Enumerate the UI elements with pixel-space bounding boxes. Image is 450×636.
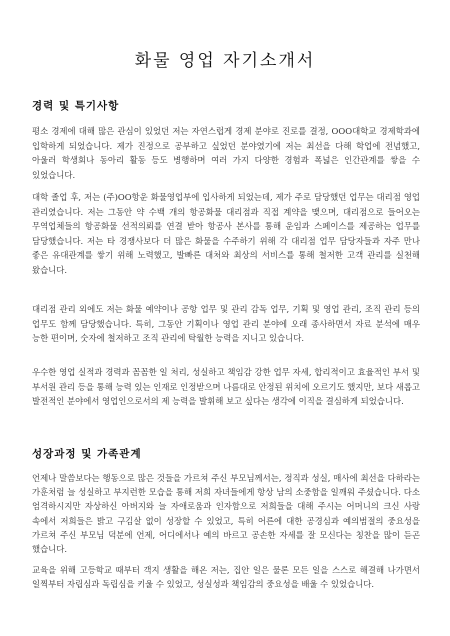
paragraph: 대학 졸업 후, 저는 (주)OO항운 화물영업부에 입사하게 되었는데, 제가 주로 담당했던 업무는 대리점 영업 관리였습니다. 저는 그동안 약 수백 개의 항공화물 대리점과 직접 계약을 맺으며, 대리점으로 들어오는 무역업체들의 항공화물 선적의뢰를 연결 받아 항공사 본사를 통해 운임과 스페이스를 제공하는 업무를 담당했습니다. 저는 타 경쟁사보다 더 많은 화물을 수주하기 위해 각 대리점 업무 담당자들과 자주 만나 좋은 유대관계를 쌓기 위해 노력했고, 발빠른 대처와 최상의 서비스를 통해 철저한 고객 관리를 실천해 왔습니다. [32,192,420,275]
section-heading-growth: 성장과정 및 가족관계 [32,448,142,460]
paragraph: 교육을 위해 고등학교 때부터 객지 생활을 해온 저는, 집안 일은 물론 모든 일을 스스로 해결해 나가면서 일찍부터 자립심과 독립심을 키울 수 있었고, 성실성과 책임감의 중요성을 배울 수 있었습니다. [32,565,420,590]
document-title: 화물 영업 자기소개서 [134,51,316,71]
paragraph: 평소 경제에 대해 많은 관심이 있었던 저는 자연스럽게 경제 분야로 진로를 결정, OOO대학교 경제학과에 입학하게 되었습니다. 제가 진정으로 공부하고 싶었던 분야였기에 저는 최선을 다해 학업에 전념했고, 아울러 학생회나 동아리 활동 등도 병행하며 여러 가지 다양한 경험과 폭넓은 인간관계를 쌓을 수 있었습니다. [32,126,420,180]
paragraph: 언제나 말씀보다는 행동으로 많은 것들을 가르쳐 주신 부모님께서는, 정직과 성실, 매사에 최선을 다하라는 가훈처럼 늘 성실하고 부지런한 모습을 통해 저희 자녀들에게 항상 남의 소중함을 일깨워 주셨습니다. 다소 엄격하시지만 자상하신 아버지와 늘 자애로움과 인자함으로 저희들을 대해 주시는 어머니의 크신 사랑 속에서 저희들은 밝고 구김살 없이 성장할 수 있었고, 특히 어른에 대한 공경심과 예의범절의 중요성을 가르쳐 주신 부모님 덕분에 언제, 어디에서나 예의 바르고 공손한 자세를 잘 모신다는 칭찬을 많이 듣곤 했습니다. [32,473,420,555]
paragraph: 우수한 영업 실적과 경력과 꼼꼼한 일 처리, 성실하고 책임감 강한 업무 자세, 합리적이고 효율적인 부서 및 부서원 관리 등을 통해 능력 있는 인재로 인정받으며 나름대로 안정된 위치에 오르기도 했지만, 보다 새롭고 발전적인 분야에서 영업인으로서의 제 능력을 발휘해 보고 싶다는 생각에 이직을 결심하게 되었습니다. [32,367,420,407]
section-heading-career: 경력 및 특기사항 [32,100,120,112]
paragraph: 대리점 관리 외에도 저는 화물 예약이나 공항 업무 및 관리 감독 업무, 기획 및 영업 관리, 조직 관리 등의 업무도 함께 담당했습니다. 특히, 그동안 기획이나 영업 관리 분야에 오래 종사하면서 자료 분석에 매우 능한 편이며, 숫자에 철저하고 조직 관리에 탁월한 능력을 지니고 있습니다. [32,304,420,344]
